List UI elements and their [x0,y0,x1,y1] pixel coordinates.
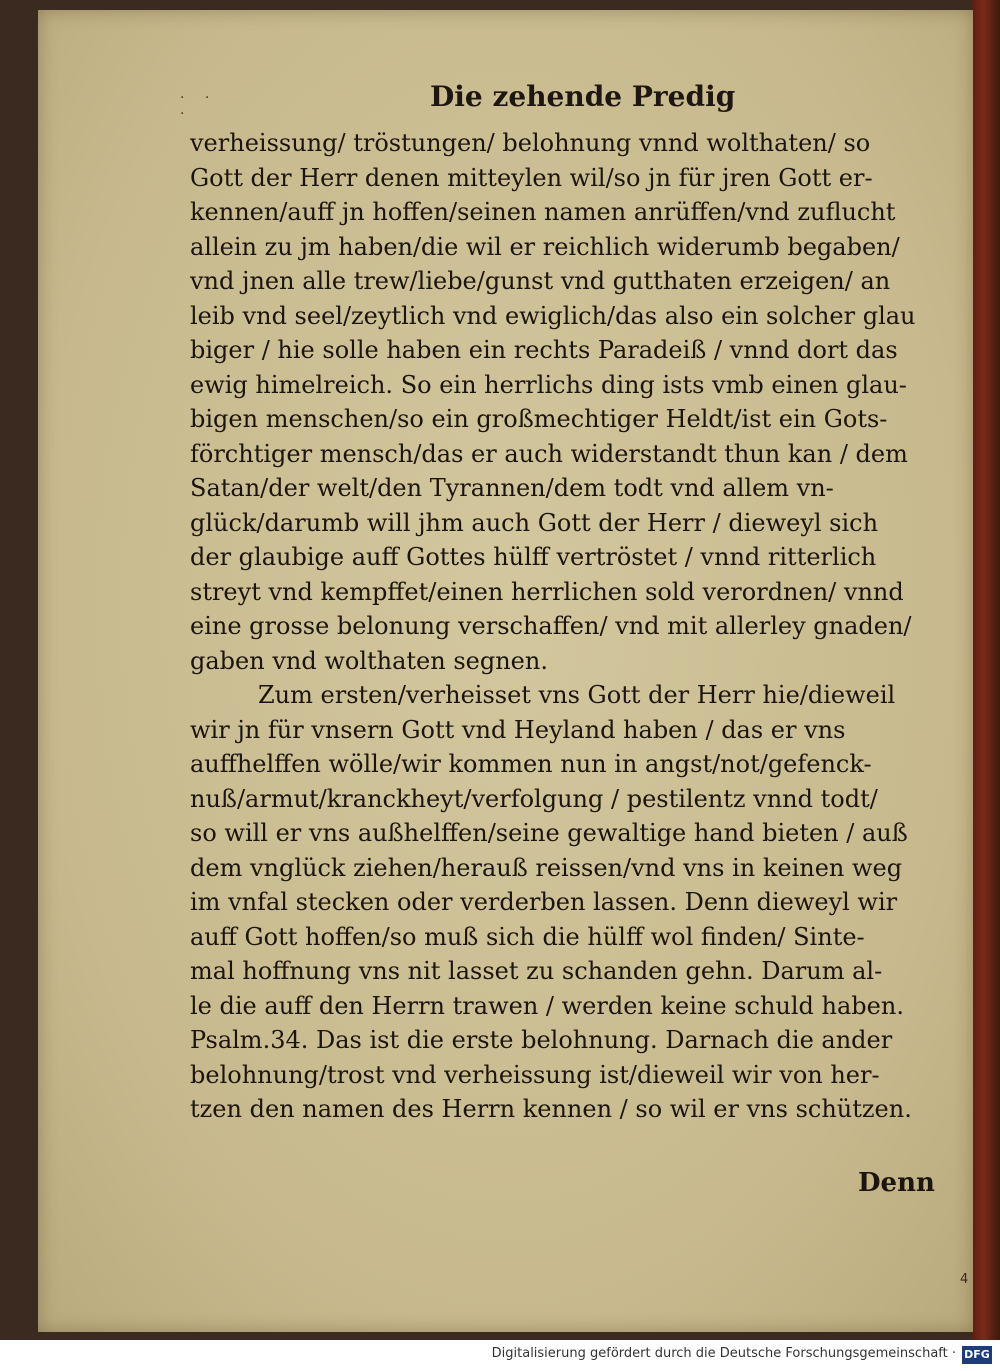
text-line: belohnung/trost vnd verheissung ist/dieweil wir von her- [190,1060,880,1089]
text-line: dem vnglück ziehen/herauß reissen/vnd vns in keinen weg [190,853,903,882]
text-line: der glaubige auff Gottes hülff vertröstet / vnnd ritterlich [190,543,877,571]
text-line: auffhelffen wölle/wir kommen nun in angst/not/gefenck- [190,750,872,778]
text-line: le die auff den Herrn trawen / werden keine schuld haben. [190,991,904,1020]
text-line: auff Gott hoffen/so muß sich die hülff wol finden/ Sinte- [190,922,865,951]
book-cover-edge [972,0,1000,1340]
funding-credit: Digitalisierung gefördert durch die Deutsche Forschungsgemeinschaft · [491,1346,956,1361]
text-line: Psalm.34. Das ist die erste belohnung. Darnach die ander [190,1026,893,1054]
text-line: verheissung/ tröstungen/ belohnung vnnd wolthaten/ so [190,129,871,157]
corner-mark: · · · [180,90,218,122]
text-line: wir jn für vnsern Gott vnd Heyland haben / das er vns [190,715,846,744]
text-line-paragraph-start: Zum ersten/verheisset vns Gott der Herr hie/dieweil [258,681,896,709]
text-line: gaben vnd wolthaten segnen. [190,646,548,675]
text-line: bigen menschen/so ein großmechtiger Heldt/ist ein Gots- [190,405,888,433]
running-head: Die zehende Predig [430,80,736,113]
text-line: streyt vnd kempffet/einen herrlichen sold verordnen/ vnnd [190,577,904,606]
dfg-logo-icon: DFG [962,1346,992,1364]
catchword: Denn [858,1168,935,1198]
text-line: so will er vns außhelffen/seine gewaltige hand bieten / auß [190,819,908,847]
text-line: ewig himelreich. So ein herrlichs ding ists vmb einen glau- [190,370,907,399]
text-line: glück/darumb will jhm auch Gott der Herr / dieweyl sich [190,508,879,537]
text-line: tzen den namen des Herrn kennen / so wil er vns schützen. [190,1095,912,1123]
text-line: vnd jnen alle trew/liebe/gunst vnd gutthaten erzeigen/ an [190,267,891,295]
text-line: kennen/auff jn hoffen/seinen namen anrüffen/vnd zuflucht [190,198,896,226]
text-line: Satan/der welt/den Tyrannen/dem todt vnd allem vn- [190,474,834,502]
text-line: im vnfal stecken oder verderben lassen. Denn dieweyl wir [190,888,898,916]
page-mark: 4 [960,1272,969,1287]
body-text [190,126,970,1127]
text-line: mal hoffnung vns nit lasset zu schanden gehn. Darum al- [190,957,883,985]
text-line: förchtiger mensch/das er auch widerstandt thun kan / dem [190,439,908,468]
text-line: eine grosse belonung verschaffen/ vnd mit allerley gnaden/ [190,612,912,640]
text-line: nuß/armut/kranckheyt/verfolgung / pestilentz vnnd todt/ [190,784,878,813]
text-line: leib vnd seel/zeytlich vnd ewiglich/das also ein solcher glau [190,301,916,330]
text-line: biger / hie solle haben ein rechts Paradeiß / vnnd dort das [190,336,898,364]
text-line: allein zu jm haben/die wil er reichlich widerumb begaben/ [190,232,900,261]
text-line: Gott der Herr denen mitteylen wil/so jn für jren Gott er- [190,163,873,192]
